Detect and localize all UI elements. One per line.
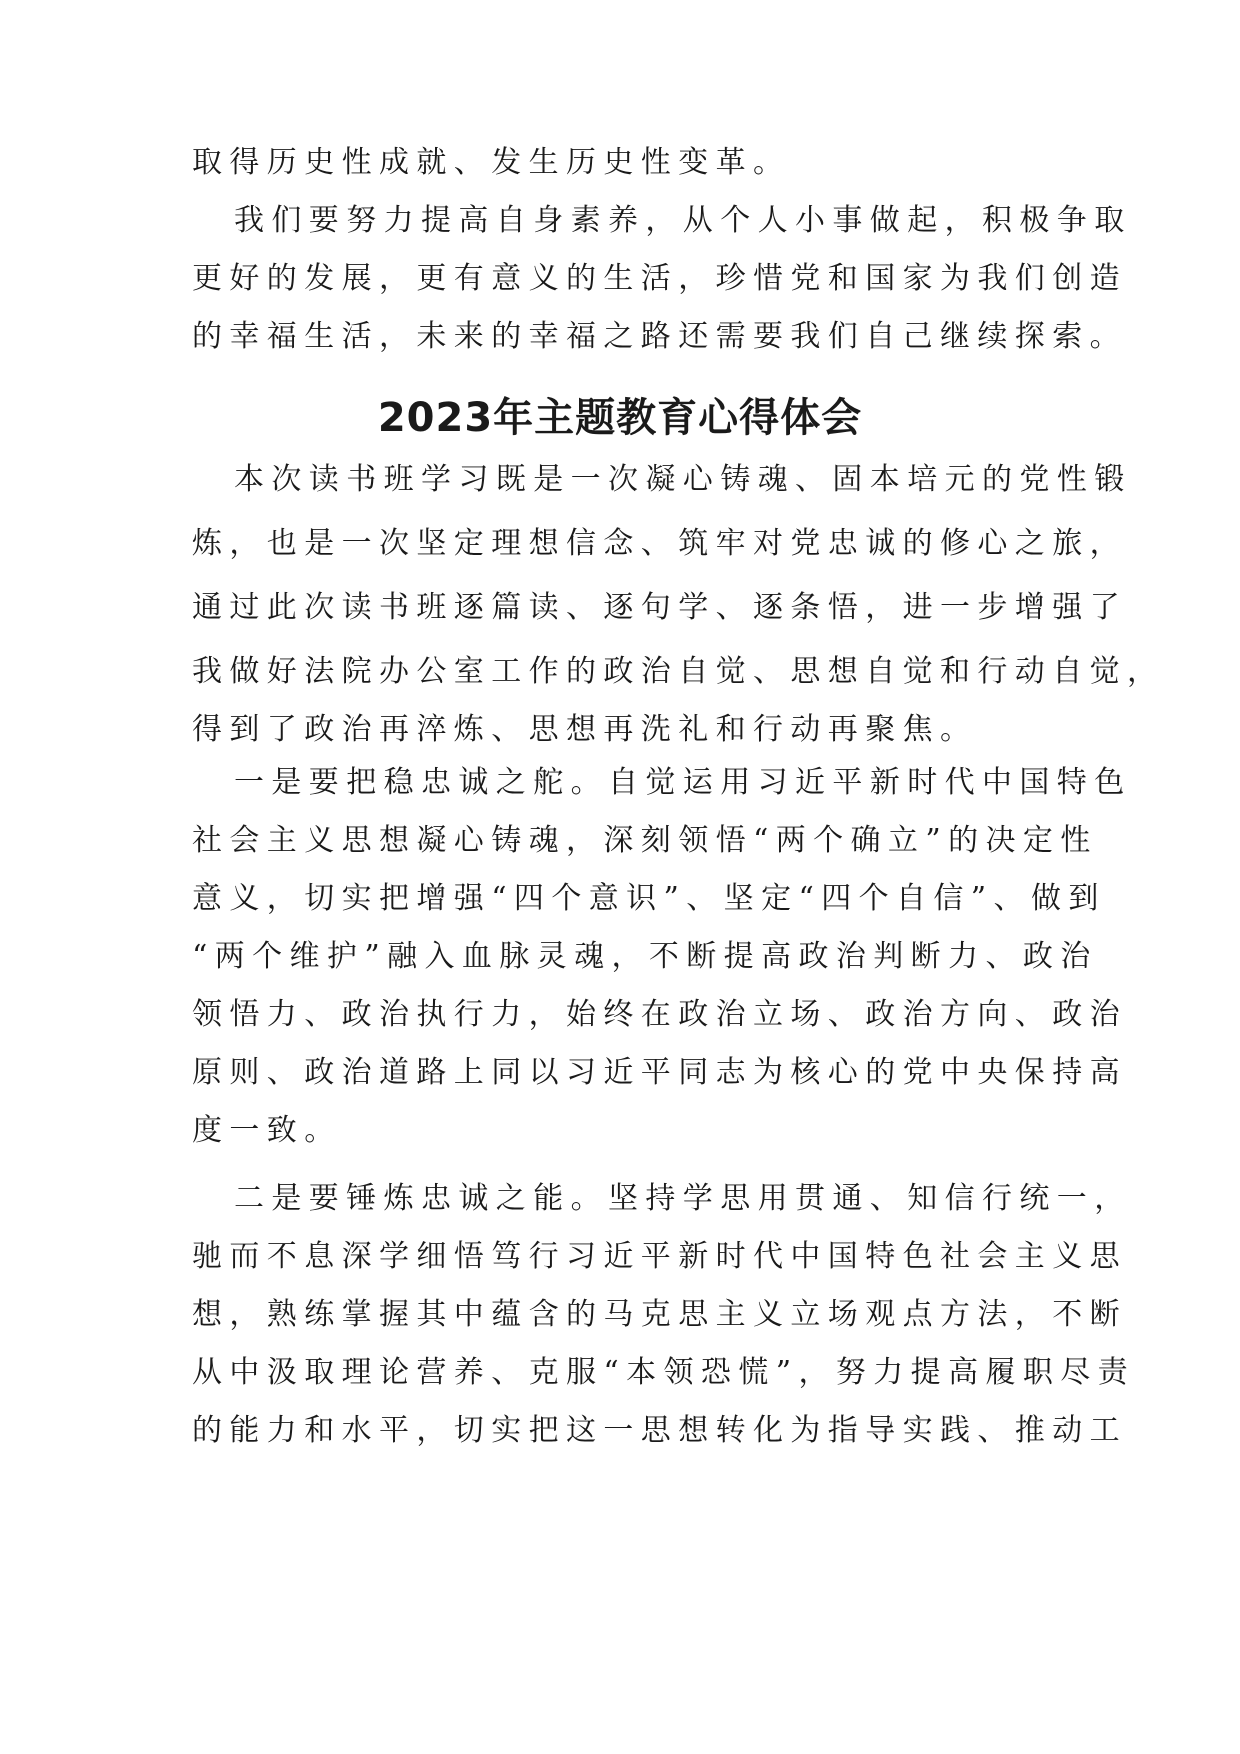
paragraph-line: 意义，切实把增强“四个意识”、坚定“四个自信”、做到 bbox=[192, 881, 1106, 916]
paragraph-reading-class bbox=[192, 448, 1165, 756]
paragraph-line: 的能力和水平，切实把这一思想转化为指导实践、推动工 bbox=[192, 1413, 1127, 1448]
document-title: 2023年主题教育心得体会 bbox=[377, 395, 863, 441]
intro-closing-paragraph bbox=[192, 192, 1132, 366]
paragraph-line: 得到了政治再淬炼、思想再洗礼和行动再聚焦。 bbox=[192, 712, 978, 747]
paragraph-line: 一是要把稳忠诚之舵。自觉运用习近平新时代中国特色 bbox=[234, 765, 1132, 800]
continuation-paragraph bbox=[192, 134, 1054, 192]
paragraph-line: 通过此次读书班逐篇读、逐句学、逐条悟，进一步增强了 bbox=[192, 590, 1127, 625]
paragraph-line: 二是要锤炼忠诚之能。坚持学思用贯通、知信行统一， bbox=[234, 1181, 1132, 1216]
paragraph-line: 驰而不息深学细悟笃行习近平新时代中国特色社会主义思 bbox=[192, 1239, 1127, 1274]
paragraph-line: 我做好法院办公室工作的政治自觉、思想自觉和行动自觉， bbox=[192, 654, 1165, 689]
paragraph-line: 想，熟练掌握其中蕴含的马克思主义立场观点方法，不断 bbox=[192, 1297, 1127, 1332]
paragraph-line: 从中汲取理论营养、克服“本领恐慌”，努力提高履职尽责 bbox=[192, 1355, 1136, 1390]
paragraph-line: 的幸福生活，未来的幸福之路还需要我们自己继续探索。 bbox=[192, 319, 1127, 354]
paragraph-point-one bbox=[192, 754, 1132, 1160]
paragraph-line: 本次读书班学习既是一次凝心铸魂、固本培元的党性锻 bbox=[234, 462, 1132, 497]
paragraph-line: 取得历史性成就、发生历史性变革。 bbox=[192, 145, 791, 180]
paragraph-line: 领悟力、政治执行力，始终在政治立场、政治方向、政治 bbox=[192, 997, 1127, 1032]
paragraph-line: 社会主义思想凝心铸魂，深刻领悟“两个确立”的决定性 bbox=[192, 823, 1098, 858]
paragraph-line: 度一致。 bbox=[192, 1113, 342, 1148]
paragraph-line: 炼，也是一次坚定理想信念、筑牢对党忠诚的修心之旅， bbox=[192, 526, 1127, 561]
paragraph-line: “两个维护”融入血脉灵魂，不断提高政治判断力、政治 bbox=[192, 939, 1098, 974]
paragraph-point-two bbox=[192, 1170, 1136, 1460]
paragraph-line: 我们要努力提高自身素养，从个人小事做起，积极争取 bbox=[234, 203, 1132, 238]
paragraph-line: 原则、政治道路上同以习近平同志为核心的党中央保持高 bbox=[192, 1055, 1127, 1090]
paragraph-line: 更好的发展，更有意义的生活，珍惜党和国家为我们创造 bbox=[192, 261, 1127, 296]
